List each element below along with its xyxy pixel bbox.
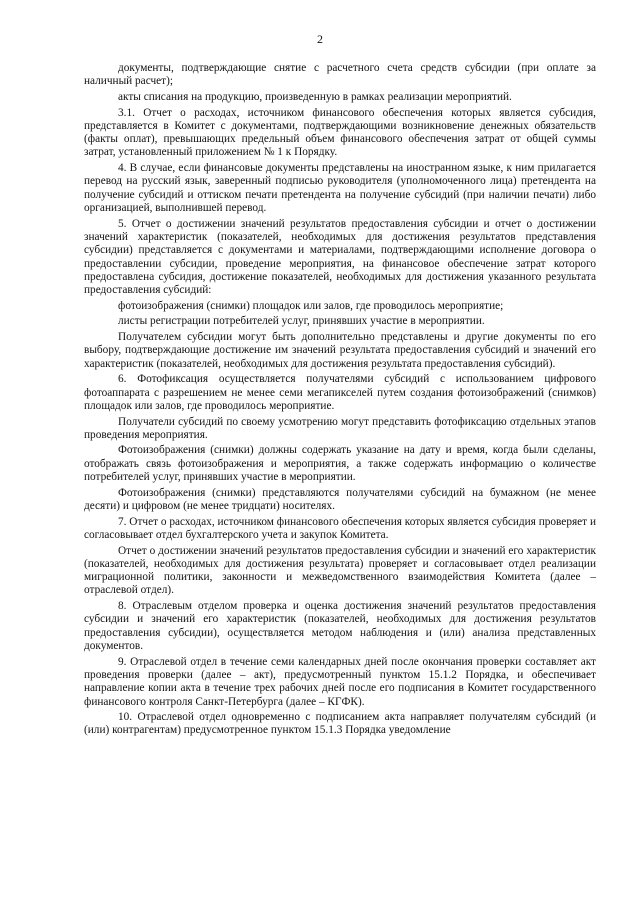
paragraph: 6. Фотофиксация осуществляется получателями субсидий с использованием цифрового фотоаппарата с разрешением не менее семи мегапикселей путем создания фотоизображений (снимков) площадок или залов, где проводилось мероприятие. [84, 373, 596, 412]
paragraph: фотоизображения (снимки) площадок или залов, где проводилось мероприятие; [118, 299, 504, 312]
paragraph: документы, подтверждающие снятие с расчетного счета средств субсидии (при оплате за наличный расчет); [84, 62, 596, 88]
paragraph: 3.1. Отчет о расходах, источником финансового обеспечения которых является субсидия, представляется в Комитет с документами, подтверждающими возникновение денежных обязательств (факты оплат), превышающих предельный объем финансового обеспечения затрат от общей суммы затрат, установленный приложением № 1 к Порядку. [84, 106, 596, 159]
paragraph: 7. Отчет о расходах, источником финансового обеспечения которых является субсидия проверяет и согласовывает отдел бухгалтерского учета и закупок Комитета. [84, 515, 596, 541]
paragraph: 8. Отраслевым отделом проверка и оценка достижения значений результатов предоставления субсидии и значений его характеристик (показателей, необходимых для достижения результатов предоставления субсидии), осуществляется методом наблюдения и (или) анализа представленных документов. [84, 600, 596, 652]
paragraph: листы регистрации потребителей услуг, принявших участие в мероприятии. [118, 315, 485, 328]
paragraph: акты списания на продукцию, произведенную в рамках реализации мероприятий. [118, 90, 512, 103]
paragraph: 5. Отчет о достижении значений результатов предоставления субсидии и отчет о достижении значений характеристик (показателей, необходимых для достижения результатов представления субсидии) представляется с документами и материалами, подтверждающими исполнение договора о предоставлении субсидии, проведение мероприятия, на финансовое обеспечение затрат которого предоставлена субсидия, достижение показателей, необходимых для достижения указанного результата предоставления субсидий: [84, 217, 596, 297]
paragraph: Фотоизображения (снимки) должны содержать указание на дату и время, когда были сделаны, отображать связь фотоизображения и мероприятия, а также содержать информацию о количестве потребителей услуг, принявших участие в мероприятии. [84, 444, 596, 484]
paragraph: Получателем субсидии могут быть дополнительно представлены и другие документы по его выбору, подтверждающие достижение им значений результата предоставления субсидий и значений его характеристик (показателей, необходимых для достижения результата предоставления субсидий). [84, 331, 596, 370]
paragraph: Получатели субсидий по своему усмотрению могут представить фотофиксацию отдельных этапов проведения мероприятия. [84, 415, 596, 441]
paragraph: 10. Отраслевой отдел одновременно с подписанием акта направляет получателям субсидий (и (или) контрагентам) предусмотренное пунктом 15.1.3 Порядка уведомление [84, 711, 596, 737]
paragraph: 9. Отраслевой отдел в течение семи календарных дней после окончания проверки составляет акт проведения проверки (далее – акт), предусмотренный пунктом 15.1.2 Порядка, и обеспечивает направление копии акта в течение трех рабочих дней после его подписания в Комитет государственного финансового контроля Санкт-Петербурга (далее – КГФК). [84, 655, 596, 708]
paragraph: Отчет о достижении значений результатов предоставления субсидии и значений его характеристик (показателей, необходимых для достижения результата) проверяет и согласовывает отдел реализации миграционной политики, законности и межведомственного взаимодействия Комитета (далее – отраслевой отдел). [84, 544, 596, 597]
paragraph: 4. В случае, если финансовые документы представлены на иностранном языке, к ним прилагается перевод на русский язык, заверенный подписью руководителя (уполномоченного лица) претендента на получение субсидий и оттиском печати претендента на получение субсидий (при наличии печати) либо организацией, выполнившей перевод. [84, 162, 596, 214]
document-body [84, 62, 596, 740]
page-number: 2 [317, 32, 323, 46]
paragraph: Фотоизображения (снимки) представляются получателями субсидий на бумажном (не менее десяти) и цифровом (не менее тридцати) носителях. [84, 486, 596, 512]
